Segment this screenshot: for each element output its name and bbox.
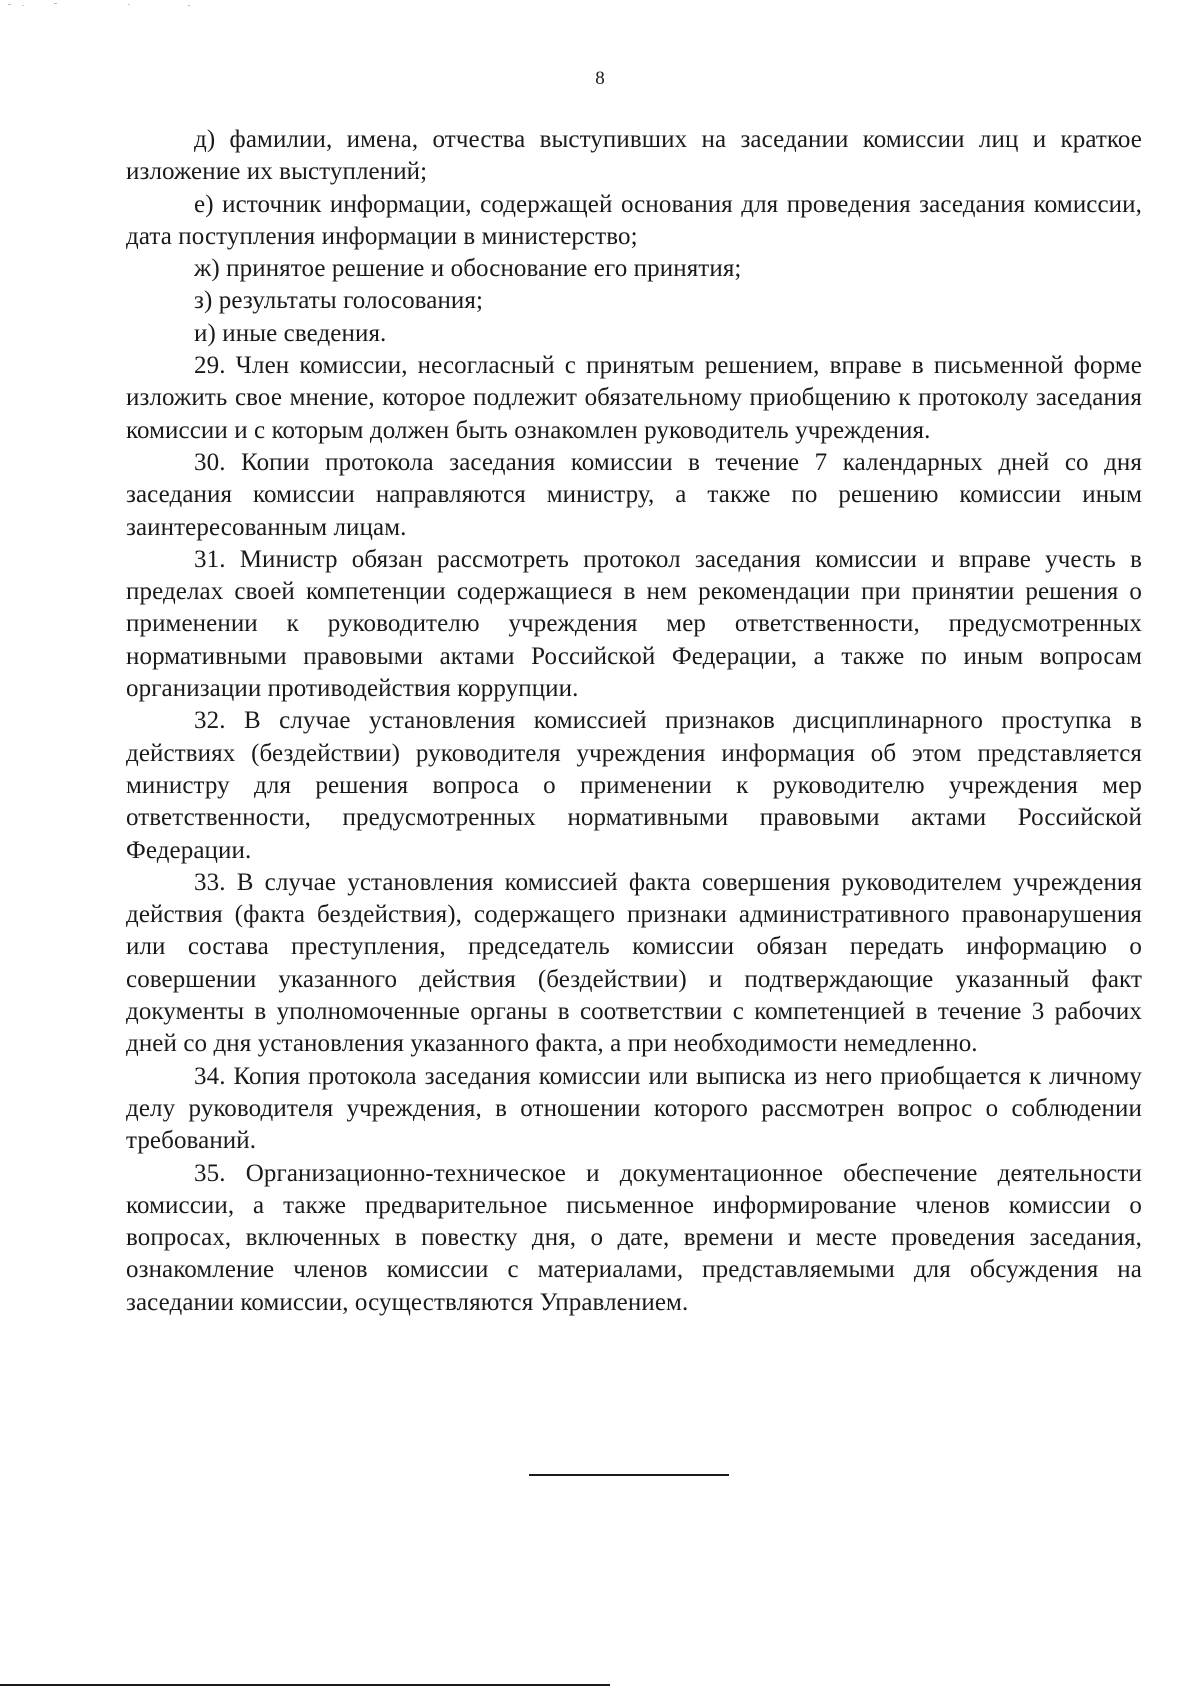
scan-noise-marks [8,2,208,8]
paragraph-33: 33. В случае установления комиссией факта совершения руководителем учреждения действия (факта бездействия), содержащего признаки административного правонарушения или состава преступления, председатель комиссии обязан передать информацию о совершении указанного действия (бездействии) и подтверждающие указанный факт документы в уполномоченные органы в соответствии с компетенцией в течение 3 рабочих дней со дня установления указанного факта, а при необходимости немедленно. [126,868,1142,1058]
page-number: 8 [595,68,605,89]
paragraph-30: 30. Копии протокола заседания комиссии в течение 7 календарных дней со дня заседания комиссии направляются министру, а также по решению комиссии иным заинтересованным лицам. [126,448,1142,541]
paragraph-29: 29. Член комиссии, несогласный с принятым решением, вправе в письменной форме изложить свое мнение, которое подлежит обязательному приобщению к протоколу заседания комиссии и с которым должен быть ознакомлен руководитель учреждения. [126,352,1142,444]
paragraph-item-i: и) иные сведения. [194,319,387,347]
paragraph-35: 35. Организационно-техническое и документационное обеспечение деятельности комиссии, а также предварительное письменное информирование членов комиссии о вопросах, включенных в повестку дня, о дате, времени и месте проведения заседания, ознакомление членов комиссии с материалами, представляемыми для обсуждения на заседании комиссии, осуществляются Управлением. [126,1159,1142,1316]
paragraph-item-d: д) фамилии, имена, отчества выступивших на заседании комиссии лиц и краткое изложение их выступлений; [126,126,1142,186]
paragraph-item-zh: ж) принятое решение и обоснование его принятия; [194,255,742,283]
paragraph-31: 31. Министр обязан рассмотреть протокол заседания комиссии и вправе учесть в пределах своей компетенции содержащиеся в нем рекомендации при принятии решения о применении к руководителю учреждения мер ответственности, предусмотренных нормативными правовыми актами Российской Федерации, а также по иным вопросам организации противодействия коррупции. [126,545,1142,703]
paragraph-32: 32. В случае установления комиссией признаков дисциплинарного проступка в действиях (бездействии) руководителя учреждения информация об этом представляется министру для решения вопроса о применении к руководителю учреждения мер ответственности, предусмотренных нормативными правовыми актами Российской Федерации. [126,707,1142,864]
end-of-text-rule [529,1474,729,1476]
paragraph-item-e: е) источник информации, содержащей основания для проведения заседания комиссии, дата поступления информации в министерство; [126,190,1142,250]
paragraph-item-z: з) результаты голосования; [194,287,484,315]
document-body [126,124,1142,1319]
paragraph-34: 34. Копия протокола заседания комиссии или выписка из него приобщается к личному делу руководителя учреждения, в отношении которого рассмотрен вопрос о соблюдении требований. [126,1062,1142,1155]
footer-rule [0,1684,610,1686]
